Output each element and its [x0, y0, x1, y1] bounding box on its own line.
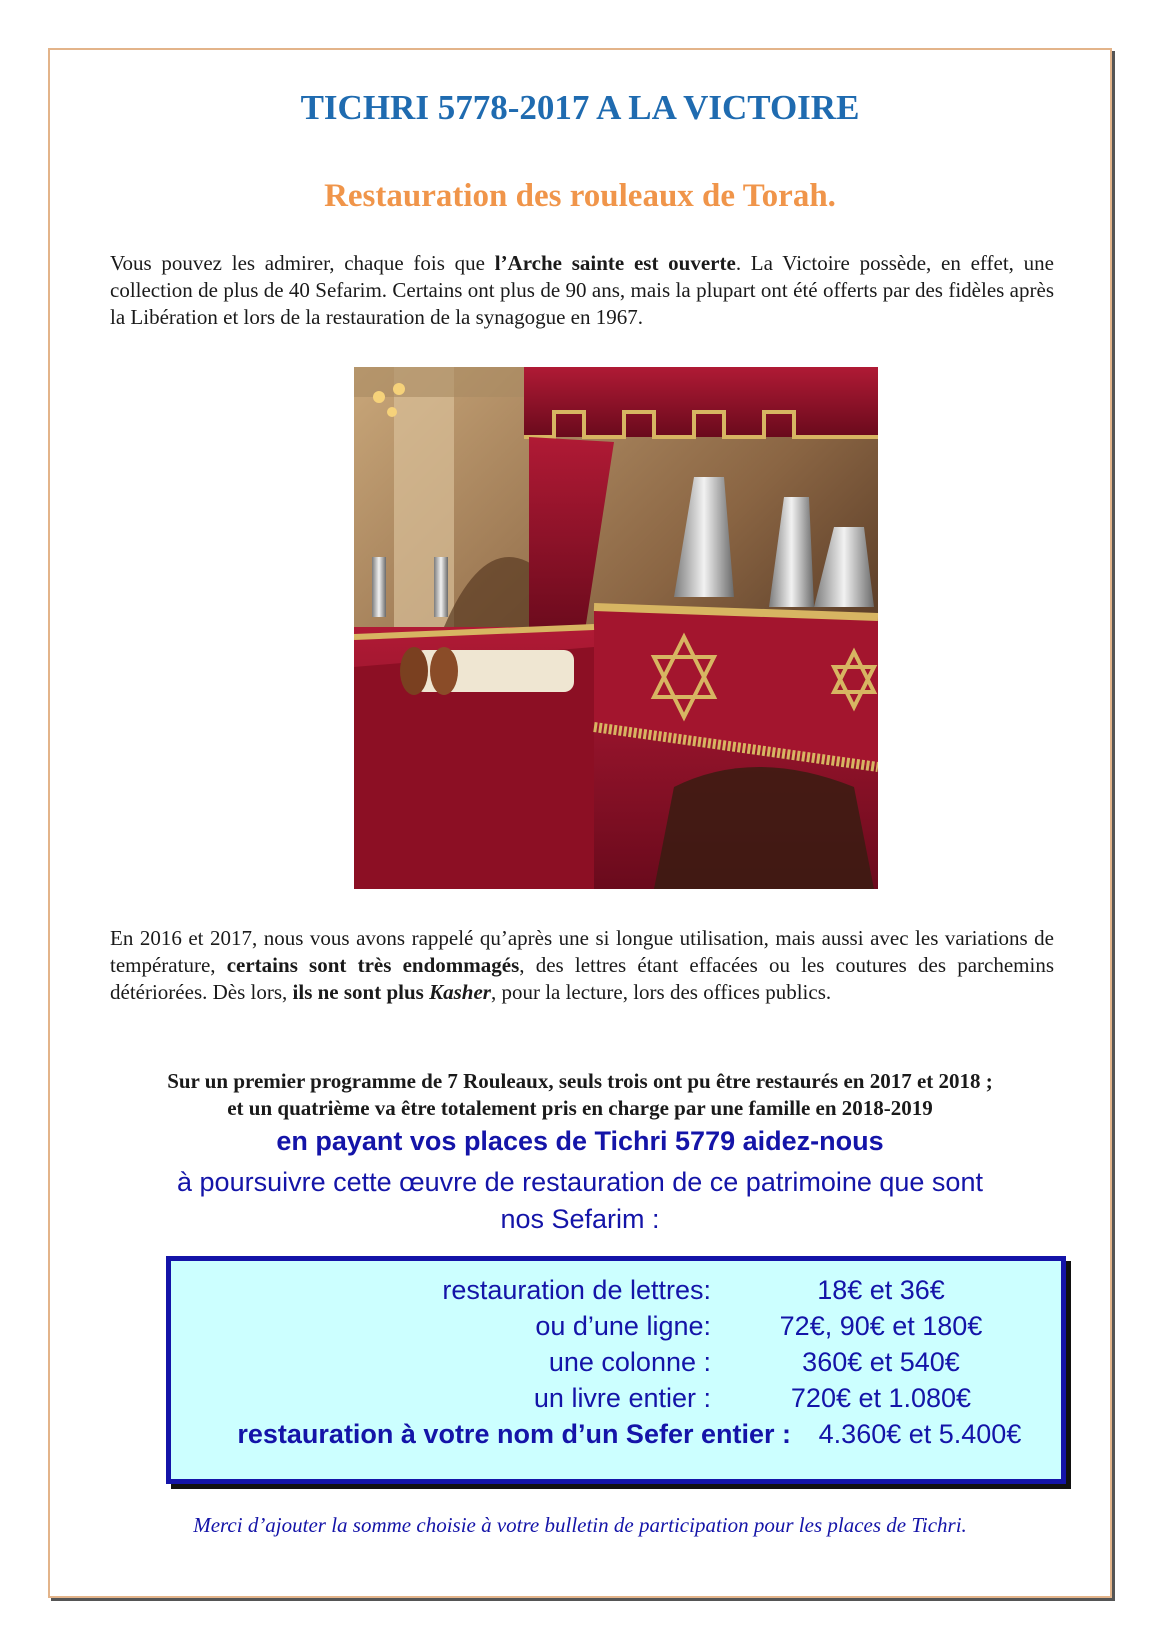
- program-note-line-1: Sur un premier programme de 7 Rouleaux, seuls trois ont pu être restaurés en 2017 et 2018 ;: [167, 1069, 993, 1093]
- price-row: [171, 1383, 1071, 1419]
- intro-text-1: Vous pouvez les admirer, chaque fois que: [110, 251, 495, 275]
- intro-text-2: . La Victoire possède, en effet, une collection de plus de 40 Sefarim. Certains ont plus de 90 ans, mais la plupart ont été offerts par des fidèles après la Libération et lors de la restauration de la synagogue en 1967.: [110, 251, 1054, 329]
- price-value: 720€ et 1.080€: [790, 1383, 972, 1413]
- kasher-word: Kasher: [429, 980, 491, 1004]
- price-label: restauration à votre nom d’un Sefer entier :: [237, 1419, 791, 1449]
- price-row-sefer: [171, 1419, 1071, 1455]
- call-to-action-body: [0, 1164, 1160, 1238]
- price-value: 18€ et 36€: [817, 1275, 945, 1305]
- intro-bold: l’Arche sainte est ouverte: [494, 251, 736, 275]
- damage-text-1: En 2016 et 2017, nous vous avons rappelé qu’après une si longue utilisation, mais aussi avec les variations de température,: [110, 926, 1054, 977]
- damage-bold-2: ils ne sont plus: [292, 980, 430, 1004]
- program-note-line-2: et un quatrième va être totalement pris en charge par une famille en 2018-2019: [227, 1096, 933, 1120]
- damage-paragraph: [110, 925, 1054, 1006]
- price-value: 360€ et 540€: [802, 1347, 960, 1377]
- price-label: une colonne :: [548, 1347, 711, 1377]
- price-table: [166, 1256, 1066, 1484]
- program-note: [0, 1068, 1160, 1122]
- call-to-action-line-3: nos Sefarim :: [500, 1204, 660, 1234]
- page-subtitle: Restauration des rouleaux de Torah.: [324, 178, 836, 214]
- page-title: TICHRI 5778-2017 A LA VICTOIRE: [300, 88, 860, 127]
- price-row: [171, 1347, 1071, 1383]
- price-row: [171, 1311, 1071, 1347]
- damage-text-3: , pour la lecture, lors des offices publics.: [490, 980, 832, 1004]
- price-label: ou d’une ligne:: [535, 1311, 711, 1341]
- call-to-action-heading: en payant vos places de Tichri 5779 aidez-nous: [276, 1126, 884, 1156]
- damage-bold-1: certains sont très endommagés: [226, 953, 520, 977]
- price-value: 72€, 90€ et 180€: [779, 1311, 983, 1341]
- price-label: un livre entier :: [533, 1383, 711, 1413]
- price-row: [171, 1275, 1071, 1311]
- price-label: restauration de lettres:: [442, 1275, 711, 1305]
- call-to-action-line-2: à poursuivre cette œuvre de restauration de ce patrimoine que sont: [177, 1167, 983, 1197]
- intro-paragraph: [110, 250, 1054, 331]
- damage-text-2: , des lettres étant effacées ou les coutures des parchemins détériorées. Dès lors,: [110, 953, 1054, 1004]
- footer-note: Merci d’ajouter la somme choisie à votre bulletin de participation pour les places de Tichri.: [193, 1513, 967, 1537]
- price-value: 4.360€ et 5.400€: [818, 1419, 1022, 1449]
- torah-scrolls-photo: [354, 367, 878, 889]
